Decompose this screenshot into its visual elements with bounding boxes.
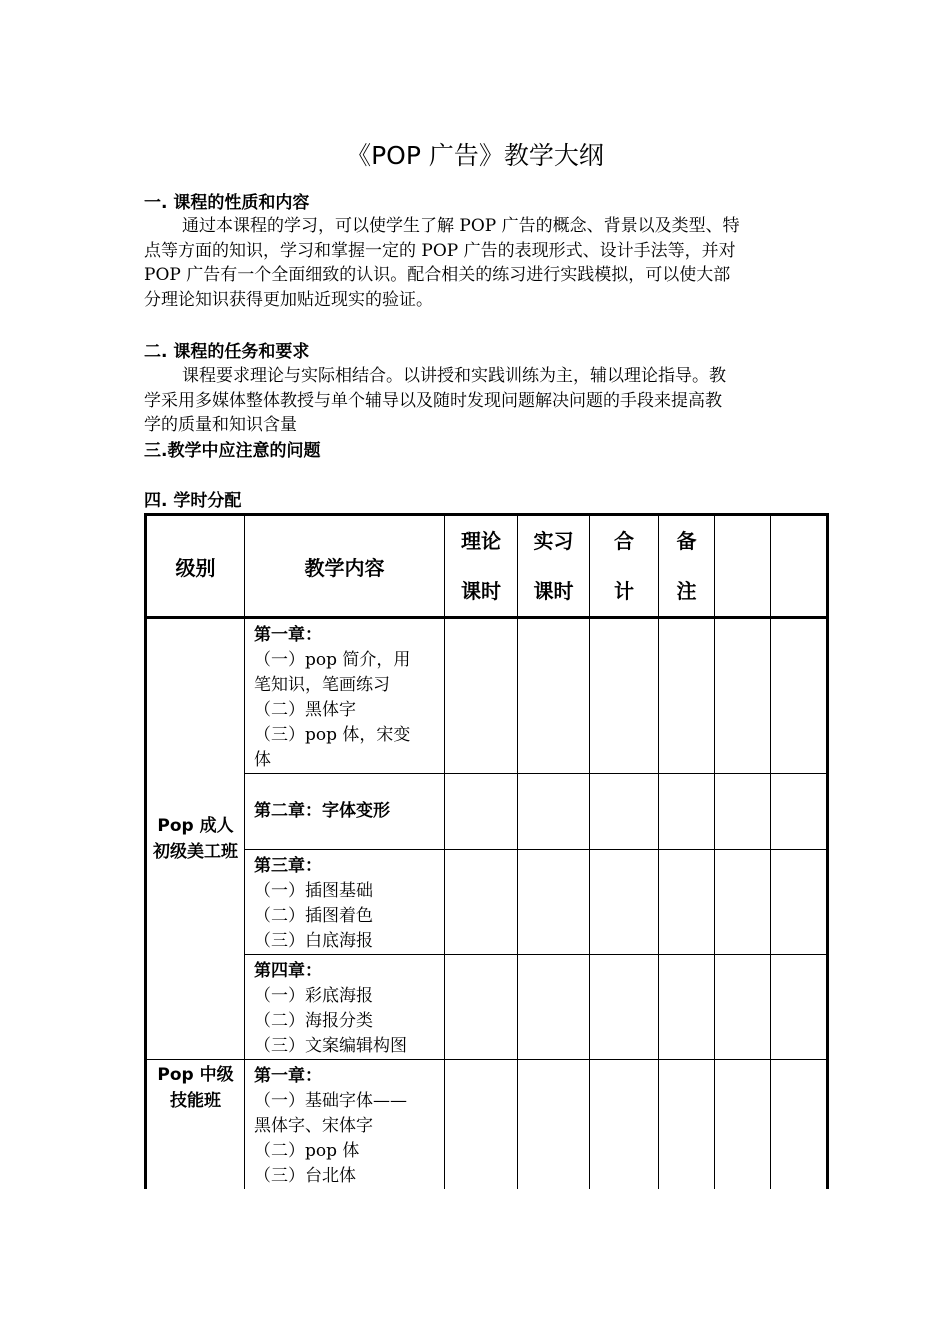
practice-hours-cell xyxy=(518,955,590,1060)
chapter-title: 第三章： xyxy=(254,856,322,876)
chapter-item: （一）基础字体—— xyxy=(254,1091,407,1111)
chapter-title: 第一章： xyxy=(254,625,322,645)
header-text: 实习 xyxy=(533,529,574,553)
total-cell xyxy=(590,850,659,955)
paragraph-line: 课程要求理论与实际相结合。以讲授和实践训练为主，辅以理论指导。教 xyxy=(182,366,726,386)
total-cell xyxy=(590,955,659,1060)
section-2-heading: 二. 课程的任务和要求 xyxy=(144,342,310,362)
header-practice-hours xyxy=(518,515,590,618)
chapter-item: （一）pop 简介，用 xyxy=(254,650,411,670)
hours-table xyxy=(144,513,829,1189)
header-text: 注 xyxy=(676,579,697,603)
header-theory-hours xyxy=(445,515,518,618)
chapter-title: 第四章： xyxy=(254,961,322,981)
content-cell xyxy=(245,955,445,1060)
table-row xyxy=(146,955,828,1060)
empty-cell xyxy=(771,955,828,1060)
chapter-item: （三）pop 体，宋变 xyxy=(254,725,411,745)
chapter-item: （一）彩底海报 xyxy=(254,986,373,1006)
header-text: 计 xyxy=(614,579,634,603)
theory-hours-cell xyxy=(445,850,518,955)
chapter-item: （二）海报分类 xyxy=(254,1011,373,1031)
chapter-item: （二）pop 体 xyxy=(254,1141,360,1161)
chapter-title: 第二章：字体变形 xyxy=(254,801,390,821)
paragraph-line: POP 广告有一个全面细致的认识。配合相关的练习进行实践模拟，可以使大部 xyxy=(144,265,731,286)
table-header-row xyxy=(146,515,828,618)
chapter-item: 黑体字、宋体字 xyxy=(254,1116,373,1136)
chapter-item: （一）插图基础 xyxy=(254,881,373,901)
total-cell xyxy=(590,618,659,774)
chapter-item: （二）黑体字 xyxy=(254,700,356,720)
chapter-item: 体 xyxy=(254,750,271,770)
theory-hours-cell xyxy=(445,618,518,774)
content-cell xyxy=(245,618,445,774)
remark-cell xyxy=(659,850,715,955)
header-text: 备 xyxy=(676,529,697,553)
section-3-heading: 三.教学中应注意的问题 xyxy=(144,441,321,461)
practice-hours-cell xyxy=(518,774,590,850)
remark-cell xyxy=(659,1060,715,1190)
header-text: 课时 xyxy=(461,579,501,603)
chapter-item: 笔知识，笔画练习 xyxy=(254,675,390,695)
remark-cell xyxy=(659,618,715,774)
practice-hours-cell xyxy=(518,618,590,774)
paragraph-line: 分理论知识获得更加贴近现实的验证。 xyxy=(144,289,433,310)
header-empty xyxy=(771,515,828,618)
empty-cell xyxy=(715,774,771,850)
theory-hours-cell xyxy=(445,1060,518,1190)
level-cell: Pop 成人初级美工班 xyxy=(146,618,245,1060)
header-total xyxy=(590,515,659,618)
chapter-item: （二）插图着色 xyxy=(254,906,373,926)
level-cell: Pop 中级技能班 xyxy=(146,1060,245,1190)
header-text: 理论 xyxy=(461,529,501,553)
empty-cell xyxy=(715,618,771,774)
table-row xyxy=(146,774,828,850)
practice-hours-cell xyxy=(518,1060,590,1190)
paragraph-line: 学的质量和知识含量 xyxy=(144,415,297,436)
header-text: 课时 xyxy=(533,579,574,603)
document-title: 《POP 广告》教学大纲 xyxy=(346,141,604,170)
paragraph-line: 点等方面的知识，学习和掌握一定的 POP 广告的表现形式、设计手法等，并对 xyxy=(144,240,736,261)
empty-cell xyxy=(771,774,828,850)
chapter-item: （三）文案编辑构图 xyxy=(254,1036,407,1056)
content-cell xyxy=(245,774,445,850)
paragraph-line: 学采用多媒体整体教授与单个辅导以及随时发现问题解决问题的手段来提高教 xyxy=(144,390,722,411)
remark-cell xyxy=(659,955,715,1060)
section-1-heading: 一. 课程的性质和内容 xyxy=(144,193,310,213)
chapter-item: （三）白底海报 xyxy=(254,931,373,951)
table-row xyxy=(146,1060,828,1190)
chapter-item: （三）台北体 xyxy=(254,1166,356,1186)
practice-hours-cell xyxy=(518,850,590,955)
header-content: 教学内容 xyxy=(245,515,445,618)
empty-cell xyxy=(715,850,771,955)
section-2-paragraph xyxy=(144,364,804,438)
header-empty xyxy=(715,515,771,618)
empty-cell xyxy=(771,850,828,955)
theory-hours-cell xyxy=(445,774,518,850)
empty-cell xyxy=(715,1060,771,1190)
empty-cell xyxy=(771,618,828,774)
total-cell xyxy=(590,774,659,850)
table-row xyxy=(146,618,828,774)
header-remark xyxy=(659,515,715,618)
header-text: 合 xyxy=(614,529,634,553)
paragraph-line: 通过本课程的学习，可以使学生了解 POP 广告的概念、背景以及类型、特 xyxy=(182,216,740,236)
content-cell xyxy=(245,1060,445,1190)
chapter-title: 第一章： xyxy=(254,1066,322,1086)
header-level: 级别 xyxy=(146,515,245,618)
theory-hours-cell xyxy=(445,955,518,1060)
empty-cell xyxy=(715,955,771,1060)
empty-cell xyxy=(771,1060,828,1190)
total-cell xyxy=(590,1060,659,1190)
section-1-paragraph xyxy=(144,214,804,312)
section-4-heading: 四. 学时分配 xyxy=(144,491,242,511)
content-cell xyxy=(245,850,445,955)
table-row xyxy=(146,850,828,955)
remark-cell xyxy=(659,774,715,850)
